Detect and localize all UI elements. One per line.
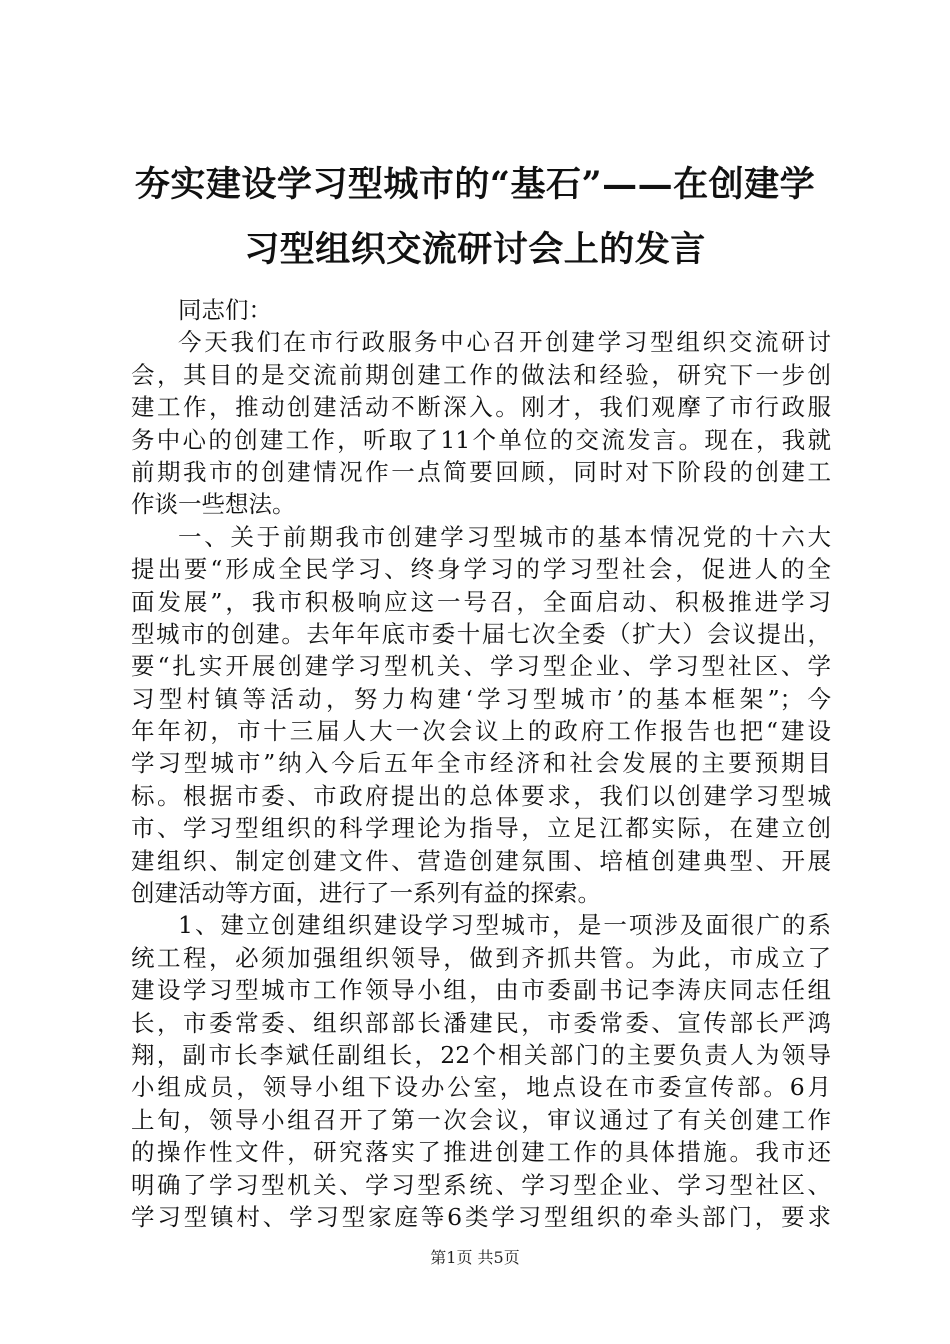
body-line: 习型村镇等活动，努力构建‘学习型城市’的基本框架”；今: [131, 684, 831, 713]
body-line: 建工作，推动创建活动不断深入。刚才，我们观摩了市行政服: [131, 393, 831, 422]
body-line: 标。根据市委、市政府提出的总体要求，我们以创建学习型城: [131, 781, 831, 810]
section-heading-line: 一、关于前期我市创建学习型城市的基本情况党的十六大: [178, 522, 831, 551]
document-body: [131, 294, 831, 1233]
body-line: 今天我们在市行政服务中心召开创建学习型组织交流研讨: [178, 328, 831, 357]
body-line: 务中心的创建工作，听取了11个单位的交流发言。现在，我就: [131, 425, 831, 454]
body-line: 建组织、制定创建文件、营造创建氛围、培植创建典型、开展: [131, 846, 831, 875]
body-line: 会，其目的是交流前期创建工作的做法和经验，研究下一步创: [131, 360, 831, 389]
body-line: 年年初，市十三届人大一次会议上的政府工作报告也把“建设: [131, 717, 831, 746]
body-line: 要“扎实开展创建学习型机关、学习型企业、学习型社区、学: [131, 652, 831, 681]
body-line: 前期我市的创建情况作一点简要回顾，同时对下阶段的创建工: [131, 457, 831, 486]
body-line: 翔，副市长李斌任副组长，22个相关部门的主要负责人为领导: [131, 1040, 831, 1069]
document-title-line-1: 夯实建设学习型城市的“基石”——在创建学: [134, 164, 816, 205]
body-line: 作谈一些想法。: [131, 490, 296, 519]
body-line: 型城市的创建。去年年底市委十届七次全委（扩大）会议提出，: [131, 619, 831, 648]
document-title-line-2: 习型组织交流研讨会上的发言: [244, 229, 706, 270]
body-line: 市、学习型组织的科学理论为指导，立足江都实际，在建立创: [131, 814, 831, 843]
body-line: 学习型镇村、学习型家庭等6类学习型组织的牵头部门，要求: [131, 1202, 831, 1231]
body-line: 小组成员，领导小组下设办公室，地点设在市委宣传部。6月: [131, 1073, 831, 1102]
body-line: 明确了学习型机关、学习型系统、学习型企业、学习型社区、: [131, 1170, 831, 1199]
body-line: 建设学习型城市工作领导小组，由市委副书记李涛庆同志任组: [131, 976, 831, 1005]
page-number-footer: 第1页 共5页: [430, 1248, 520, 1267]
body-line: 学习型城市”纳入今后五年全市经济和社会发展的主要预期目: [131, 749, 831, 778]
subsection-heading-line: 1、建立创建组织建设学习型城市，是一项涉及面很广的系: [178, 911, 831, 940]
body-line: 提出要“形成全民学习、终身学习的学习型社会，促进人的全: [131, 555, 831, 584]
body-line: 统工程，必须加强组织领导，做到齐抓共管。为此，市成立了: [131, 943, 831, 972]
body-line: 面发展”，我市积极响应这一号召，全面启动、积极推进学习: [131, 587, 831, 616]
body-line: 长，市委常委、组织部部长潘建民，市委常委、宣传部长严鸿: [131, 1008, 831, 1037]
salutation: 同志们：: [178, 296, 272, 324]
body-line: 创建活动等方面，进行了一系列有益的探索。: [131, 879, 601, 908]
body-line: 上旬，领导小组召开了第一次会议，审议通过了有关创建工作: [131, 1105, 831, 1134]
body-line: 的操作性文件，研究落实了推进创建工作的具体措施。我市还: [131, 1138, 831, 1167]
